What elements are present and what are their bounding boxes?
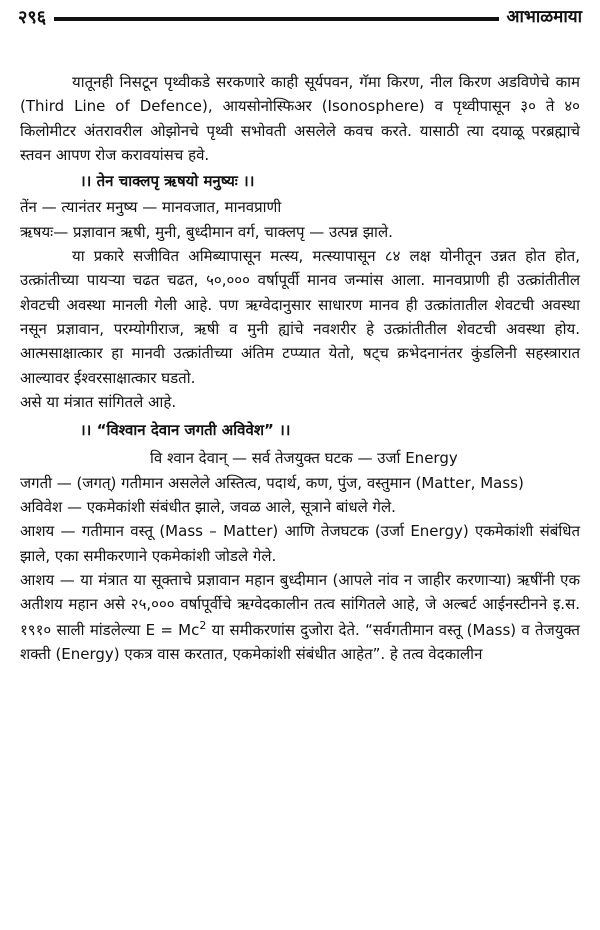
paragraph-ashay-2 [20,568,580,666]
page-body [20,70,580,666]
verse-tena: ।। तेन चाक्लपृ ऋषयो मनुष्यः ।। [80,172,255,191]
page-number: २९६ [18,7,47,29]
verse-vishvan: ।। “विश्वान देवान जगती अविवेश” ।। [80,421,291,440]
header-rule [54,17,498,21]
ashay-2-text: आशय — या मंत्रात या सूक्ताचे प्रज्ञावान महान बुध्दीमान (आपले नांव न जाहीर करणाऱ्या) ऋषींनी एक अतीशय महान असे २५,००० वर्षापूर्वीचे ऋग्वेदकालीन तत्व सांगितले आहे, जे अल्बर्ट आईनस्टीनने इ.स. १९१० साली मांडलेल्या E = Mc [20,570,580,639]
paragraph-mantra-says: असे या मंत्रात सांगितले आहे. [20,392,177,411]
gloss-avivesh: अविवेश — एकमेकांशी संबंधीत झाले, जवळ आले, सूत्राने बांधले गेले. [20,498,396,517]
gloss-rishayah: ऋषयः— प्रज्ञावान ऋषी, मुनी, बुध्दीमान वर्ग, चाक्लपृ — उत्पन्न झाले. [20,222,393,241]
gloss-tena: तेंन — त्यानंतर मनुष्य — मानवजात, मानवप्राणी [20,198,282,217]
superscript-two: 2 [199,618,207,632]
paragraph-ashay-1: आशय — गतीमान वस्तू (Mass – Matter) आणि तेजघटक (उर्जा Energy) एकमेकांशी संबंधित झाले, एका समीकरणाने एकमेकांशी जोडले गेले. [20,522,580,565]
paragraph-evolution: या प्रकारे सजीवित अमिब्यापासून मत्स्य, मत्स्यापासून ८४ लक्ष योनीतून उन्नत होत होत, उत्क्रांतीच्या पायऱ्या चढत चढत, ५०,००० वर्षापूर्वी मानव जन्मांस आला. मानवप्राणी ही उत्क्रांतीतील शेवटची अवस्था मानली गेली आहे. पण ऋग्वेदानुसार साधारण मानव ही उत्क्रांतातील शेवटची अवस्था नसून प्रज्ञावान, परम्योगीराज, ऋषी व मुनी ह्यांचे नवशरीर हे उत्क्रांतीतील शेवटची अवस्था होय. आत्मसाक्षात्कार हा मानवी उत्क्रांतीच्या अंतिम टप्प्यात येतो, षट्च क्रभेदनानंतर कुंडलिनी सहस्त्रारात आल्यावर ईश्वरसाक्षात्कार घडतो. [20,247,580,387]
running-title: आभाळमाया [506,7,582,28]
ashay-2-tail: या समीकरणांस दुजोरा देते. “सर्वगतीमान वस्तू (Mass) व तेजयुक्त शक्ती (Energy) एकत्र वास करतात, एकमेकांशी संबंधीत आहेत”. हे तत्व वेदकालीन [20,620,580,663]
gloss-vishvan: वि श्वान देवान् — सर्व तेजयुक्त घटक — उर्जा Energy [150,449,458,468]
paragraph-ozone: यातूनही निसटून पृथ्वीकडे सरकणारे काही सूर्यपवन, गॅमा किरण, नील किरण अडविणेचे काम (Third Line of Defence), आयसोनोस्फिअर (Isonosphere) व पृथ्वीपासून ३० ते ४० किलोमीटर अंतरावरील ओझोनचे पृथ्वी सभोवती असलेले कवच करते. यासाठी त्या दयाळू परब्रह्माचे स्तवन आपण रोज करावयांसच हवे. [20,73,580,164]
gloss-jagati: जगती — (जगत्) गतीमान असलेले अस्तित्व, पदार्थ, कण, पुंज, वस्तुमान (Matter, Mass) [20,473,524,492]
page-header [18,4,582,32]
